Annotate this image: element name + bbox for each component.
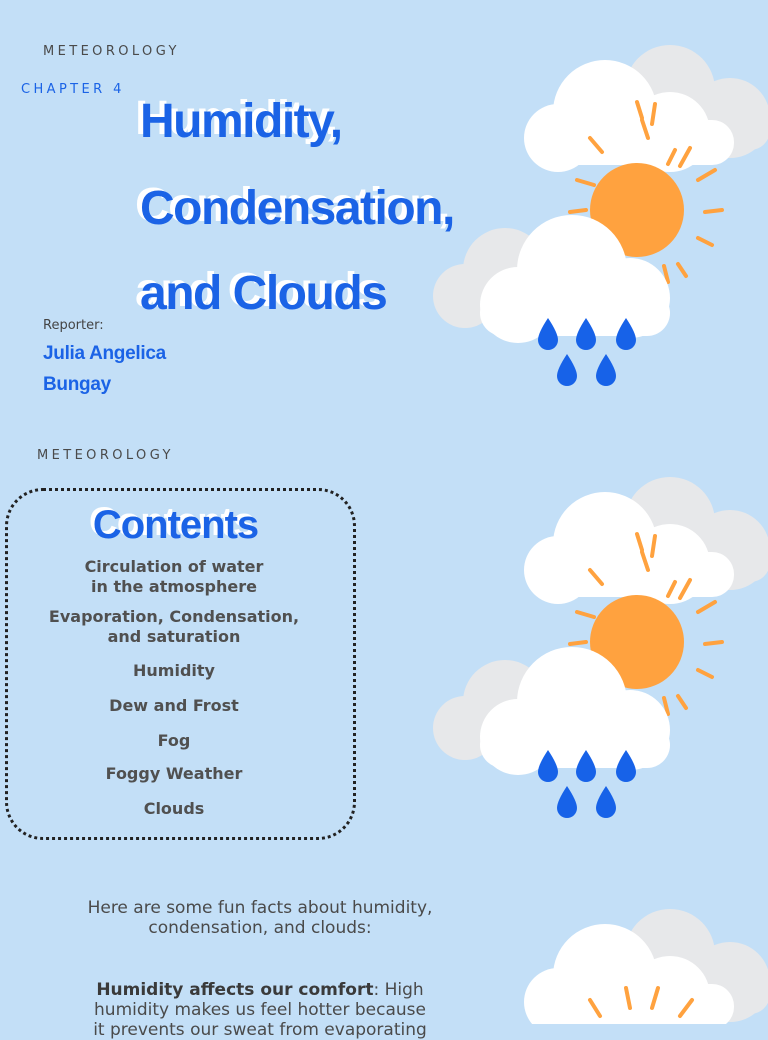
fact-title: Humidity affects our comfort: [96, 980, 374, 1000]
toc-line: Circulation of water: [84, 557, 264, 576]
facts-intro: [40, 898, 480, 938]
toc-item-foggy-weather: [0, 764, 348, 784]
toc-item-fog: [0, 731, 348, 751]
sun-cloud-icon: [430, 904, 768, 1024]
reporter-label: Reporter:: [43, 318, 104, 333]
toc-line: Clouds: [143, 799, 205, 818]
toc-item-dew-frost: [0, 696, 348, 716]
fact-humidity-comfort: [40, 980, 480, 1040]
section-eyebrow: METEOROLOGY: [43, 44, 180, 59]
contents-title: Contents: [92, 503, 259, 547]
fact-text: : High: [373, 980, 424, 1000]
reporter-name-line-2: Bungay: [43, 374, 111, 395]
toc-line: Foggy Weather: [105, 764, 243, 783]
toc-item-evaporation: [0, 607, 348, 647]
sun-cloud-rain-icon: [430, 472, 768, 822]
toc-item-humidity: [0, 661, 348, 681]
title-line-3: and Clouds: [140, 267, 387, 320]
title-line-2: Condensation,: [140, 182, 454, 235]
sun-cloud-rain-icon: [430, 40, 768, 390]
chapter-label: CHAPTER 4: [21, 82, 125, 97]
toc-line: and saturation: [107, 627, 241, 646]
toc-line: Humidity: [133, 661, 215, 680]
toc-item-clouds: [0, 799, 348, 819]
toc-line: Dew and Frost: [109, 696, 239, 715]
toc-item-circulation: [0, 557, 348, 597]
fact-line: it prevents our sweat from evaporating: [93, 1020, 427, 1040]
reporter-name: [43, 338, 166, 400]
toc-line: Evaporation, Condensation,: [48, 607, 300, 626]
contents-eyebrow: METEOROLOGY: [37, 448, 174, 463]
fact-line: [40, 980, 480, 1000]
fact-line: humidity makes us feel hotter because: [94, 1000, 426, 1020]
toc-line: in the atmosphere: [91, 577, 257, 596]
reporter-name-line-1: Julia Angelica: [43, 343, 166, 364]
toc-line: Fog: [157, 731, 191, 750]
facts-intro-line: condensation, and clouds:: [148, 918, 372, 938]
title-line-1: Humidity,: [140, 95, 342, 148]
facts-intro-line: Here are some fun facts about humidity,: [87, 898, 433, 918]
